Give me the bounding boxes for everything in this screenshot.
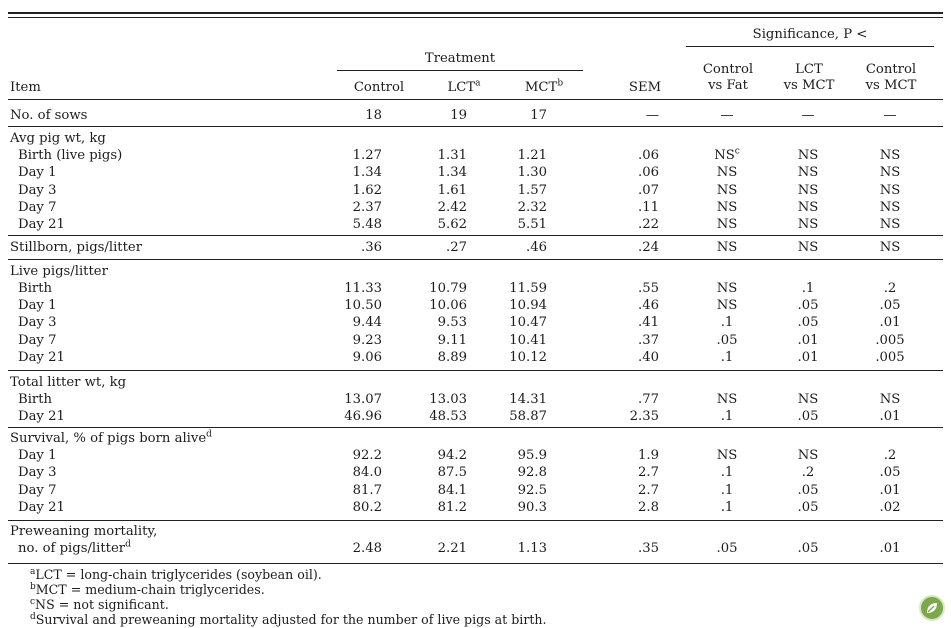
table-cell: 92.5 <box>517 483 547 498</box>
group-rule-1 <box>8 126 943 127</box>
footnote-mark: d <box>206 429 212 440</box>
table-cell: .1 <box>720 465 734 480</box>
table-cell: .05 <box>879 298 901 313</box>
table-cell: .35 <box>638 541 659 556</box>
table-cell: 10.06 <box>429 298 467 313</box>
table-cell: 9.06 <box>352 350 382 365</box>
table-cell: 11.59 <box>509 281 547 296</box>
row-label: Day 21 <box>18 409 65 424</box>
table-cell: .2 <box>883 448 897 463</box>
significance-heading: Significance, P < <box>752 27 868 42</box>
row-label: Day 3 <box>18 183 57 198</box>
table-cell: — <box>645 108 659 123</box>
table-cell: .05 <box>716 541 738 556</box>
table-cell: NS <box>797 183 819 198</box>
table-cell: 17 <box>530 108 547 123</box>
table-cell: 81.2 <box>437 500 467 515</box>
table-cell: .005 <box>875 333 905 348</box>
table-cell: NS <box>879 217 901 232</box>
table-cell: 2.21 <box>437 541 467 556</box>
table-cell: .1 <box>720 409 734 424</box>
table-cell: NS <box>879 183 901 198</box>
control-vs-fat-header-1: Control <box>702 62 754 77</box>
row-label: Birth <box>18 392 53 407</box>
table-cell: 5.48 <box>352 217 382 232</box>
table-cell: .40 <box>638 350 659 365</box>
table-cell: NS <box>716 392 738 407</box>
table-cell: 2.48 <box>352 541 382 556</box>
table-cell: 87.5 <box>437 465 467 480</box>
row-label: Survival, % of pigs born alive$^d$ <box>10 429 212 446</box>
leaf-icon[interactable] <box>919 595 945 621</box>
table-cell: NS <box>797 165 819 180</box>
table-cell: NS <box>716 200 738 215</box>
table-cell: .37 <box>638 333 659 348</box>
control-vs-mct-header-1: Control <box>865 62 917 77</box>
table-cell: 9.53 <box>437 315 467 330</box>
footnote-mark: c <box>734 146 740 157</box>
table-cell: .11 <box>638 200 659 215</box>
table-cell: 9.44 <box>352 315 382 330</box>
table-cell: 1.34 <box>437 165 467 180</box>
bottom-rule <box>8 563 943 564</box>
table-cell: — <box>720 108 734 123</box>
table-cell: 2.35 <box>629 409 659 424</box>
table-cell: 8.89 <box>437 350 467 365</box>
table-cell: .77 <box>638 392 659 407</box>
footnote: $^d$Survival and preweaning mortality adjusted for the number of live pigs at birth. <box>30 611 547 627</box>
table-cell: 5.62 <box>437 217 467 232</box>
significance-underline <box>686 46 934 47</box>
table-cell: — <box>801 108 815 123</box>
row-label: Day 21 <box>18 217 65 232</box>
table-cell: .06 <box>638 148 659 163</box>
table-cell: 58.87 <box>509 409 547 424</box>
table-cell: .36 <box>361 240 382 255</box>
table-cell: NS <box>797 240 819 255</box>
table-cell: .1 <box>720 315 734 330</box>
footnote-mark: d <box>125 539 131 550</box>
table-cell: 10.41 <box>509 333 547 348</box>
row-label: Day 7 <box>18 200 57 215</box>
table-cell: .01 <box>797 350 819 365</box>
row-label: Day 1 <box>18 448 57 463</box>
table-cell: .005 <box>875 350 905 365</box>
table-cell: 10.79 <box>429 281 467 296</box>
table-cell: .24 <box>638 240 659 255</box>
table-cell: 2.42 <box>437 200 467 215</box>
mct-column-header: MCT$^b$ <box>524 78 564 95</box>
table-cell: NS <box>879 148 901 163</box>
table-cell: 9.11 <box>437 333 467 348</box>
table-cell: NS <box>797 392 819 407</box>
table-cell: .01 <box>879 483 901 498</box>
row-label: Birth (live pigs) <box>18 148 123 163</box>
table-cell: $NS^c$ <box>714 146 740 163</box>
footnote: $^a$LCT = long-chain triglycerides (soybean oil). <box>30 566 322 582</box>
table-cell: 1.34 <box>352 165 382 180</box>
group-rule-2 <box>8 235 943 236</box>
table-cell: 13.03 <box>429 392 467 407</box>
table-cell: 11.33 <box>344 281 382 296</box>
lct-column-header: LCT$^a$ <box>447 78 481 95</box>
table-cell: .05 <box>797 500 819 515</box>
row-label: Live pigs/litter <box>10 264 108 279</box>
row-label: no. of pigs/litter$^d$ <box>18 539 131 556</box>
table-cell: .46 <box>526 240 547 255</box>
row-label: Day 21 <box>18 500 65 515</box>
table-cell: .06 <box>638 165 659 180</box>
control-vs-mct-header-2: vs MCT <box>865 78 917 93</box>
treatment-underline <box>337 70 583 71</box>
table-cell: .1 <box>720 500 734 515</box>
table-cell: NS <box>716 240 738 255</box>
table-cell: .05 <box>797 315 819 330</box>
table-cell: — <box>883 108 897 123</box>
table-cell: NS <box>797 217 819 232</box>
table-cell: 1.30 <box>517 165 547 180</box>
table-cell: .01 <box>879 315 901 330</box>
top-rule-2 <box>8 17 943 18</box>
table-cell: 1.57 <box>517 183 547 198</box>
row-label: Day 7 <box>18 333 57 348</box>
table-cell: NS <box>797 148 819 163</box>
table-cell: 10.94 <box>509 298 547 313</box>
table-cell: 2.7 <box>638 483 659 498</box>
table-cell: 2.37 <box>352 200 382 215</box>
table-cell: NS <box>716 217 738 232</box>
table-cell: .22 <box>638 217 659 232</box>
table-cell: 80.2 <box>352 500 382 515</box>
table-cell: .1 <box>801 281 815 296</box>
table-cell: .01 <box>797 333 819 348</box>
row-label: Day 1 <box>18 298 57 313</box>
table-cell: 1.21 <box>517 148 547 163</box>
table-cell: .2 <box>883 281 897 296</box>
footnote: $^b$MCT = medium-chain triglycerides. <box>30 581 265 597</box>
table-cell: 84.0 <box>352 465 382 480</box>
table-cell: .07 <box>638 183 659 198</box>
row-label: Stillborn, pigs/litter <box>10 240 143 255</box>
row-label: Total litter wt, kg <box>10 375 127 390</box>
table-cell: NS <box>716 298 738 313</box>
sem-column-header: SEM <box>628 80 662 95</box>
row-label: Day 3 <box>18 465 57 480</box>
row-label: Day 21 <box>18 350 65 365</box>
table-cell: NS <box>716 448 738 463</box>
table-cell: 81.7 <box>352 483 382 498</box>
table-cell: .46 <box>638 298 659 313</box>
table-cell: 1.27 <box>352 148 382 163</box>
table-cell: 10.47 <box>509 315 547 330</box>
table-cell: 5.51 <box>517 217 547 232</box>
table-cell: .02 <box>879 500 901 515</box>
table-cell: .41 <box>638 315 659 330</box>
table-cell: 1.61 <box>437 183 467 198</box>
table-cell: .05 <box>879 465 901 480</box>
control-column-header: Control <box>353 80 405 95</box>
table-cell: 13.07 <box>344 392 382 407</box>
table-cell: 94.2 <box>437 448 467 463</box>
table-cell: NS <box>716 165 738 180</box>
table-cell: NS <box>879 200 901 215</box>
top-rule-1 <box>8 12 943 14</box>
table-cell: 1.31 <box>437 148 467 163</box>
table-cell: 10.50 <box>344 298 382 313</box>
table-cell: .05 <box>797 298 819 313</box>
table-cell: .1 <box>720 483 734 498</box>
row-label: Day 3 <box>18 315 57 330</box>
table-cell: 10.12 <box>509 350 547 365</box>
table-cell: NS <box>797 448 819 463</box>
table-cell: .55 <box>638 281 659 296</box>
table-cell: 9.23 <box>352 333 382 348</box>
table-cell: NS <box>879 165 901 180</box>
table-cell: .1 <box>720 350 734 365</box>
table-cell: 92.2 <box>352 448 382 463</box>
lct-vs-mct-header-1: LCT <box>795 62 823 77</box>
row-label: Day 1 <box>18 165 57 180</box>
table-cell: 14.31 <box>509 392 547 407</box>
table-cell: 1.9 <box>638 448 659 463</box>
row-label: Day 7 <box>18 483 57 498</box>
group-rule-3 <box>8 259 943 260</box>
treatment-heading: Treatment <box>424 51 496 66</box>
table-cell: 2.8 <box>638 500 659 515</box>
item-column-header: Item <box>10 80 41 95</box>
table-cell: 2.32 <box>517 200 547 215</box>
table-cell: 90.3 <box>517 500 547 515</box>
table-cell: .05 <box>797 541 819 556</box>
table-cell: .05 <box>797 483 819 498</box>
table-cell: .2 <box>801 465 815 480</box>
row-label: Birth <box>18 281 53 296</box>
table-cell: 1.62 <box>352 183 382 198</box>
table-cell: 1.13 <box>517 541 547 556</box>
group-rule-6 <box>8 520 943 521</box>
table-cell: 2.7 <box>638 465 659 480</box>
table-cell: 19 <box>450 108 467 123</box>
table-cell: .01 <box>879 541 901 556</box>
lct-vs-mct-header-2: vs MCT <box>783 78 835 93</box>
table-cell: 84.1 <box>437 483 467 498</box>
table-cell: 92.8 <box>517 465 547 480</box>
table-cell: NS <box>879 240 901 255</box>
group-rule-5 <box>8 427 943 428</box>
table-cell: NS <box>716 281 738 296</box>
control-vs-fat-header-2: vs Fat <box>708 78 748 93</box>
header-rule <box>8 99 943 100</box>
table-cell: .01 <box>879 409 901 424</box>
table-cell: 18 <box>365 108 382 123</box>
table-cell: 48.53 <box>429 409 467 424</box>
row-label: Preweaning mortality, <box>10 524 158 539</box>
table-cell: 46.96 <box>344 409 382 424</box>
table-cell: NS <box>879 392 901 407</box>
table-cell: .27 <box>446 240 467 255</box>
table-cell: .05 <box>797 409 819 424</box>
table-cell: NS <box>716 183 738 198</box>
row-label: No. of sows <box>10 108 88 123</box>
footnote: $^c$NS = not significant. <box>30 596 169 612</box>
group-rule-4 <box>8 370 943 371</box>
table-cell: .05 <box>716 333 738 348</box>
table-cell: NS <box>797 200 819 215</box>
row-label: Avg pig wt, kg <box>10 131 106 146</box>
table-cell: 95.9 <box>517 448 547 463</box>
